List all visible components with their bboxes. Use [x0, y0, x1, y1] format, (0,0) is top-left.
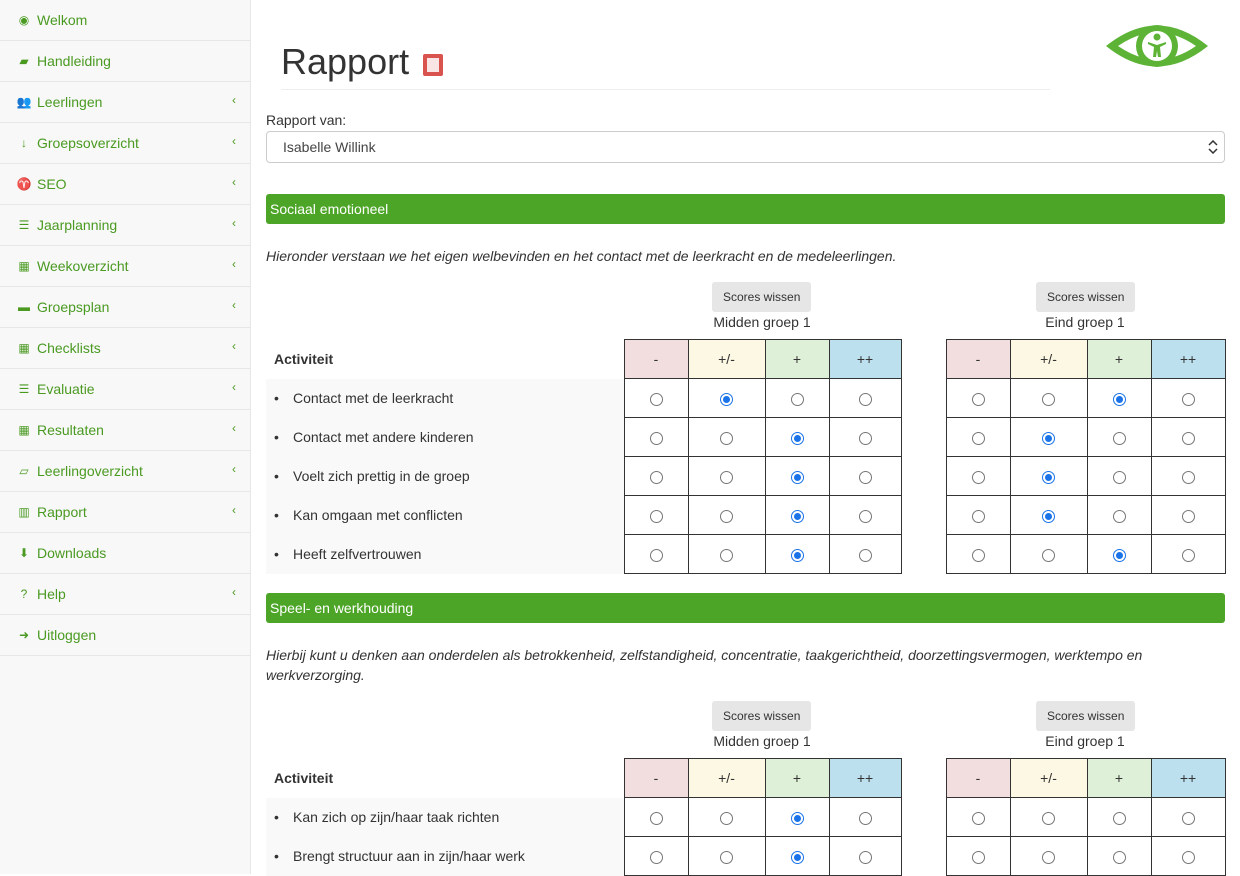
section-intro: Hieronder verstaan we het eigen welbevinden en het contact met de leerkracht en de medeleerlingen.	[266, 248, 897, 264]
score-radio-midden[interactable]	[791, 549, 804, 562]
score-cell-eind	[946, 535, 1010, 574]
score-cell-midden	[765, 837, 829, 876]
table-row	[266, 457, 1225, 496]
score-cell-eind	[946, 496, 1010, 535]
score-cell-eind	[1151, 798, 1225, 837]
chevron-left-icon: ‹	[232, 585, 236, 599]
chevron-left-icon: ‹	[232, 257, 236, 271]
score-radio-eind[interactable]	[1182, 393, 1195, 406]
bar-chart-icon: ▥	[18, 505, 30, 519]
score-radio-midden[interactable]	[859, 432, 872, 445]
score-radio-midden[interactable]	[720, 432, 733, 445]
score-cell-eind	[1010, 379, 1087, 418]
sidebar-item-label: SEO	[37, 176, 67, 192]
score-cell-eind	[1087, 379, 1151, 418]
sidebar-item-label: Rapport	[37, 504, 87, 520]
score-radio-midden[interactable]	[859, 812, 872, 825]
score-cell-midden	[688, 798, 765, 837]
score-radio-midden[interactable]	[650, 432, 663, 445]
score-table	[266, 339, 1226, 574]
score-header-midden: +	[765, 340, 829, 379]
score-cell-eind	[1010, 535, 1087, 574]
column-gap	[901, 340, 946, 379]
bullet-icon: •	[274, 429, 279, 445]
sidebar-item-jaarplanning[interactable]	[0, 205, 250, 246]
score-cell-midden	[688, 457, 765, 496]
chevron-left-icon: ‹	[232, 339, 236, 353]
score-cell-eind	[1151, 535, 1225, 574]
score-radio-midden[interactable]	[720, 510, 733, 523]
sidebar-item-label: Leerlingen	[37, 94, 103, 110]
book-icon: ▰	[19, 54, 29, 68]
score-header-eind: -	[946, 340, 1010, 379]
score-radio-eind[interactable]	[1042, 851, 1055, 864]
score-radio-midden[interactable]	[791, 471, 804, 484]
score-cell-eind	[946, 418, 1010, 457]
score-radio-eind[interactable]	[1182, 510, 1195, 523]
score-cell-midden	[765, 418, 829, 457]
sidebar-item-leerlingen[interactable]	[0, 82, 250, 123]
score-radio-midden[interactable]	[791, 812, 804, 825]
page-header	[281, 40, 1050, 90]
sidebar-item-label: Checklists	[37, 340, 101, 356]
users-icon: 👥	[16, 95, 32, 109]
score-cell-eind	[1010, 418, 1087, 457]
score-cell-midden	[829, 798, 901, 837]
score-header-midden: ++	[829, 340, 901, 379]
score-radio-eind[interactable]	[1113, 471, 1126, 484]
activity-label: Contact met de leerkracht	[293, 390, 454, 406]
score-header-midden: +	[765, 759, 829, 798]
score-cell-midden	[624, 457, 688, 496]
score-radio-midden[interactable]	[720, 851, 733, 864]
bullet-icon: •	[274, 468, 279, 484]
column-gap	[901, 535, 946, 574]
score-cell-midden	[829, 535, 901, 574]
score-radio-midden[interactable]	[791, 510, 804, 523]
score-cell-midden	[624, 837, 688, 876]
sort-alpha-icon: ↓	[21, 136, 27, 150]
table-header-row	[266, 759, 1225, 798]
score-radio-midden[interactable]	[859, 393, 872, 406]
bullet-icon: •	[274, 546, 279, 562]
table-row	[266, 798, 1225, 837]
score-cell-eind	[1151, 418, 1225, 457]
bullet-icon: •	[274, 507, 279, 523]
folder-open-icon: ▱	[19, 464, 29, 478]
activity-cell	[266, 379, 624, 418]
sidebar-item-label: Welkom	[37, 12, 88, 28]
score-header-eind: -	[946, 759, 1010, 798]
chevron-down-icon	[1208, 140, 1218, 157]
score-cell-eind	[946, 457, 1010, 496]
score-radio-eind[interactable]	[1182, 851, 1195, 864]
score-cell-midden	[688, 418, 765, 457]
score-header-midden: +/-	[688, 340, 765, 379]
score-radio-midden[interactable]	[859, 510, 872, 523]
tasks-icon: ☰	[18, 382, 30, 396]
table-row	[266, 837, 1225, 876]
section-title: Speel- en werkhouding	[266, 593, 1225, 623]
score-radio-eind[interactable]	[972, 812, 985, 825]
score-cell-midden	[688, 496, 765, 535]
score-cell-eind	[946, 837, 1010, 876]
score-radio-midden[interactable]	[650, 851, 663, 864]
table-header-row	[266, 340, 1225, 379]
score-header-midden: ++	[829, 759, 901, 798]
group-label-eind: Eind groep 1	[1045, 733, 1125, 749]
activity-cell	[266, 837, 624, 876]
bullet-icon: •	[274, 809, 279, 825]
score-radio-midden[interactable]	[650, 510, 663, 523]
score-radio-eind[interactable]	[1182, 812, 1195, 825]
score-radio-eind[interactable]	[1113, 549, 1126, 562]
chevron-left-icon: ‹	[232, 462, 236, 476]
score-radio-midden[interactable]	[650, 393, 663, 406]
sidebar-item-evaluatie[interactable]	[0, 369, 250, 410]
score-radio-eind[interactable]	[1042, 812, 1055, 825]
sign-out-icon: ➜	[18, 628, 30, 642]
chevron-left-icon: ‹	[232, 380, 236, 394]
activity-cell	[266, 535, 624, 574]
page-title: Rapport	[281, 41, 410, 82]
score-cell-midden	[624, 798, 688, 837]
chevron-left-icon: ‹	[232, 298, 236, 312]
sidebar-item-label: Leerlingoverzicht	[37, 463, 143, 479]
chevron-left-icon: ‹	[232, 503, 236, 517]
column-gap	[901, 418, 946, 457]
activity-cell	[266, 457, 624, 496]
score-radio-eind[interactable]	[972, 432, 985, 445]
chevron-left-icon: ‹	[232, 134, 236, 148]
sidebar-item-label: Jaarplanning	[37, 217, 118, 233]
scores-wissen-button-eind[interactable]: Scores wissen	[1036, 701, 1135, 731]
sidebar-item-groepsoverzicht[interactable]	[0, 123, 250, 164]
column-gap	[901, 457, 946, 496]
sidebar	[0, 0, 251, 874]
score-cell-midden	[829, 837, 901, 876]
score-radio-midden[interactable]	[791, 432, 804, 445]
chevron-left-icon: ‹	[232, 93, 236, 107]
scores-wissen-button-midden[interactable]: Scores wissen	[712, 282, 811, 312]
sidebar-item-label: Groepsplan	[37, 299, 110, 315]
score-radio-eind[interactable]	[972, 549, 985, 562]
score-radio-eind[interactable]	[1042, 432, 1055, 445]
score-radio-eind[interactable]	[1042, 549, 1055, 562]
sidebar-item-checklists[interactable]	[0, 328, 250, 369]
section-intro: Hierbij kunt u denken aan onderdelen als betrokkenheid, zelfstandigheid, concentratie, taakgerichtheid, doorzettingsvermogen, werktempo en werkverzorging.	[266, 647, 1143, 683]
calendar-icon: ▦	[18, 341, 30, 355]
sidebar-item-welkom[interactable]	[0, 0, 250, 41]
chevron-left-icon: ‹	[232, 421, 236, 435]
score-cell-midden	[688, 535, 765, 574]
group-label-midden: Midden groep 1	[713, 733, 811, 749]
score-radio-midden[interactable]	[791, 393, 804, 406]
score-radio-eind[interactable]	[1113, 812, 1126, 825]
comments-icon: ▬	[18, 300, 30, 314]
score-radio-midden[interactable]	[791, 851, 804, 864]
eye-logo-icon	[1104, 17, 1210, 75]
column-gap	[901, 496, 946, 535]
score-header-eind: +	[1087, 340, 1151, 379]
score-cell-midden	[829, 457, 901, 496]
score-header-eind: ++	[1151, 340, 1225, 379]
child-icon: ♈	[16, 177, 32, 191]
score-radio-eind[interactable]	[972, 510, 985, 523]
sidebar-item-label: Help	[37, 586, 66, 602]
score-radio-eind[interactable]	[1042, 471, 1055, 484]
score-cell-eind	[1151, 457, 1225, 496]
column-gap	[901, 379, 946, 418]
sidebar-item-label: Weekoverzicht	[37, 258, 129, 274]
score-radio-eind[interactable]	[1113, 393, 1126, 406]
sidebar-item-label: Evaluatie	[37, 381, 95, 397]
score-cell-eind	[1087, 496, 1151, 535]
sidebar-item-weekoverzicht[interactable]	[0, 246, 250, 287]
dashboard-icon: ◉	[18, 13, 30, 27]
sidebar-item-label: Groepsoverzicht	[37, 135, 139, 151]
table-row	[266, 535, 1225, 574]
sidebar-item-resultaten[interactable]	[0, 410, 250, 451]
activity-cell	[266, 418, 624, 457]
score-radio-midden[interactable]	[720, 393, 733, 406]
score-cell-eind	[1151, 496, 1225, 535]
table-icon: ▦	[18, 259, 30, 273]
score-radio-eind[interactable]	[972, 471, 985, 484]
activity-label: Kan omgaan met conflicten	[293, 507, 463, 523]
score-cell-eind	[946, 798, 1010, 837]
column-gap	[901, 837, 946, 876]
sidebar-item-leerlingoverzicht[interactable]	[0, 451, 250, 492]
activity-cell	[266, 496, 624, 535]
scores-wissen-button-midden[interactable]: Scores wissen	[712, 701, 811, 731]
sidebar-item-label: Downloads	[37, 545, 107, 561]
score-radio-eind[interactable]	[972, 393, 985, 406]
score-radio-eind[interactable]	[1042, 393, 1055, 406]
score-cell-eind	[1010, 798, 1087, 837]
score-radio-midden[interactable]	[650, 549, 663, 562]
sidebar-menu	[0, 0, 250, 656]
score-cell-eind	[1010, 837, 1087, 876]
scores-wissen-button-eind[interactable]: Scores wissen	[1036, 282, 1135, 312]
score-header-eind: +/-	[1010, 759, 1087, 798]
student-select[interactable]	[266, 131, 1225, 163]
score-cell-midden	[829, 418, 901, 457]
score-cell-midden	[765, 379, 829, 418]
score-radio-eind[interactable]	[1182, 549, 1195, 562]
score-cell-midden	[688, 379, 765, 418]
score-cell-midden	[765, 496, 829, 535]
student-select-value: Isabelle Willink	[283, 139, 376, 155]
activity-header: Activiteit	[274, 351, 334, 367]
score-cell-midden	[765, 457, 829, 496]
score-radio-midden[interactable]	[859, 471, 872, 484]
score-radio-eind[interactable]	[1042, 510, 1055, 523]
score-header-eind: +/-	[1010, 340, 1087, 379]
column-gap	[901, 798, 946, 837]
sidebar-item-seo[interactable]	[0, 164, 250, 205]
score-radio-eind[interactable]	[1113, 432, 1126, 445]
score-header-midden: -	[624, 759, 688, 798]
section-title: Sociaal emotioneel	[266, 194, 1225, 224]
score-table	[266, 758, 1226, 876]
score-radio-eind[interactable]	[1182, 432, 1195, 445]
score-cell-midden	[624, 496, 688, 535]
sidebar-item-help[interactable]	[0, 574, 250, 615]
score-cell-eind	[1151, 837, 1225, 876]
score-cell-midden	[829, 379, 901, 418]
group-label-eind: Eind groep 1	[1045, 314, 1125, 330]
score-cell-eind	[1087, 837, 1151, 876]
score-radio-midden[interactable]	[650, 471, 663, 484]
table-row	[266, 496, 1225, 535]
score-cell-eind	[1010, 496, 1087, 535]
score-cell-midden	[624, 418, 688, 457]
table-row	[266, 379, 1225, 418]
score-cell-eind	[1087, 798, 1151, 837]
sidebar-item-label: Resultaten	[37, 422, 104, 438]
pdf-icon[interactable]	[423, 54, 443, 76]
rapport-van-label: Rapport van:	[266, 112, 347, 128]
score-cell-midden	[829, 496, 901, 535]
sidebar-item-handleiding[interactable]	[0, 41, 250, 82]
score-radio-midden[interactable]	[859, 549, 872, 562]
download-icon: ⬇	[18, 546, 30, 560]
score-cell-midden	[624, 535, 688, 574]
sidebar-item-label: Uitloggen	[37, 627, 97, 643]
score-cell-midden	[624, 379, 688, 418]
score-cell-eind	[946, 379, 1010, 418]
sidebar-item-rapport[interactable]	[0, 492, 250, 533]
score-radio-midden[interactable]	[720, 812, 733, 825]
score-header-eind: ++	[1151, 759, 1225, 798]
score-radio-midden[interactable]	[650, 812, 663, 825]
activity-cell	[266, 798, 624, 837]
activity-label: Voelt zich prettig in de groep	[293, 468, 470, 484]
score-header-midden: -	[624, 340, 688, 379]
sidebar-item-uitloggen[interactable]	[0, 615, 250, 656]
table-row	[266, 418, 1225, 457]
score-radio-eind[interactable]	[1113, 510, 1126, 523]
score-cell-eind	[1151, 379, 1225, 418]
score-cell-midden	[765, 798, 829, 837]
group-label-midden: Midden groep 1	[713, 314, 811, 330]
score-radio-midden[interactable]	[720, 471, 733, 484]
activity-label: Heeft zelfvertrouwen	[293, 546, 422, 562]
bullet-icon: •	[274, 390, 279, 406]
score-radio-eind[interactable]	[972, 851, 985, 864]
list-icon: ☰	[18, 218, 30, 232]
score-radio-eind[interactable]	[1182, 471, 1195, 484]
chevron-left-icon: ‹	[232, 216, 236, 230]
sidebar-item-label: Handleiding	[37, 53, 111, 69]
score-cell-eind	[1010, 457, 1087, 496]
score-header-eind: +	[1087, 759, 1151, 798]
sidebar-item-downloads[interactable]	[0, 533, 250, 574]
score-cell-midden	[688, 837, 765, 876]
score-cell-midden	[765, 535, 829, 574]
calendar-icon: ▦	[18, 423, 30, 437]
score-cell-eind	[1087, 457, 1151, 496]
activity-label: Contact met andere kinderen	[293, 429, 474, 445]
score-radio-midden[interactable]	[859, 851, 872, 864]
activity-label: Kan zich op zijn/haar taak richten	[293, 809, 500, 825]
question-icon: ?	[20, 587, 28, 601]
score-cell-eind	[1087, 535, 1151, 574]
chevron-left-icon: ‹	[232, 175, 236, 189]
sidebar-item-groepsplan[interactable]	[0, 287, 250, 328]
bullet-icon: •	[274, 848, 279, 864]
score-cell-eind	[1087, 418, 1151, 457]
column-gap	[901, 759, 946, 798]
activity-header: Activiteit	[274, 770, 334, 786]
score-radio-eind[interactable]	[1113, 851, 1126, 864]
activity-label: Brengt structuur aan in zijn/haar werk	[293, 848, 525, 864]
score-radio-midden[interactable]	[720, 549, 733, 562]
score-header-midden: +/-	[688, 759, 765, 798]
